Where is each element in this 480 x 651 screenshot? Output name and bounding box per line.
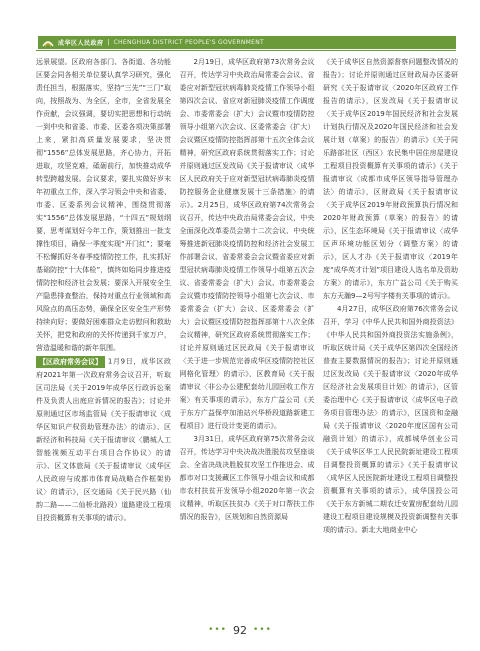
header-subtitle: CHENGHUA DISTRICT PEOPLE'S GOVERNMENT: [113, 39, 264, 46]
header-separator: |: [107, 39, 110, 46]
district-emblem-icon: [42, 38, 54, 48]
header-title: 成华区人民政府: [58, 40, 104, 47]
paragraph: 2月19日，成华区政府第73次常务会议召开，传达学习中央政治局常委会会议、省委应对新型冠状病毒肺炎疫情工作领导小组第四次会议、省应对新冠肺炎疫情工作调度会、市委常委会（扩大）会议暨市疫情防控领导小组第六次会议、区委常委会（扩大）会议暨区疫情防控指挥部第十五次全体会议精神，研究区政府系统贯彻落实工作；讨论并原则通过区发改局《关于报请审议〈成华区人民政府关于应对新型冠状病毒肺炎疫情防控服务企业健康发展十三条措施〉的请示》。2月25日，成华区政府第74次常务会议召开，传达中央政治局常委会会议，中央全面深化改革委员会第十二次会议、中央统筹推进新冠肺炎疫情防控和经济社会发展工作部署会议、省委常委会会议暨省委应对新型冠状病毒肺炎疫情工作领导小组第五次会议、省委常委会（扩大）会议、市委常委会会议暨市疫情防控领导小组第七次会议、市委常委会（扩大）会议、区委常委会（扩大）会议暨区疫情防控指挥部第十八次全体会议精神，研究区政府系统贯彻落实工作；讨论并原则通过区民政局《关于报请审议〈关于进一步规范完善成华区疫情防控社区网格化管理〉的请示》，区教育局《关于报请审议〈非公办公建配套幼儿园回收工作方案〉有关事项的请示》，东方广益公司《关于东方广益保亭加油站兴华桥段道路新建工程项目》进行设计变更的请示》。: [179, 58, 315, 430]
page-footer: [0, 620, 480, 640]
header-bar: [38, 36, 456, 49]
column-right: [323, 56, 458, 608]
section-paragraph: [36, 355, 171, 525]
page-number: 92: [233, 623, 247, 637]
paragraph: 4月27日，成华区政府第76次常务会议召开，学习《中华人民共和国外商投资法》《中华人民共和国外商投资法实施条例》，听取区统计局《关于成华区第四次全国经济普查主要数据情况的报告》；讨论并原则通过区发改局《关于报请审议〈2020年成华区经济社会发展项目计划〉的请示》，区管委治理中心《关于报请审议〈成华区电子政务项目管理办法〉的请示》，区国资和金融局《关于报请审议〈2020年度区国有公司融资计划〉的请示》，成都城华创业公司《关于成华区华工人民民院新址建设工程项目调整投资概算的请示》《关于报请审议〈成华区人民医院新址建设工程项目调整投资概算有关事项的请示》，成华国投公司《关于东方新城二期农迁安置房配套幼儿园建设工程项目建设规模及投资新调整有关事项的请示》。新北大地商业中心: [323, 305, 458, 534]
section-block: [36, 355, 171, 525]
column-middle: [180, 56, 315, 608]
paragraph: 远景展望。区政府各部门、各街道、各功能区要会同各相关单位要认真学习研究，强化责任担当，根据落实，坚持“三先”“三门”取向，按照战为、为全区，全市，全省发展全作贡献，会议强调，要切实把思想和行动统一到中央和省委、市委、区委各项决策部署上来，紧扣高质量发展要求，坚决贯彻“1556”总体发展思路，齐心协力，开拓进取，攻坚克难，砥砺前行，加快推动成华转型跨越发展。会议要求，要扎实做好岁末年初重点工作，深入学习领会中央和省委、市委、区委系列会议精神，围绕贯彻落实“1556”总体发展思路，“十四五”规划纲要，思考谋划好今年工作，策划推出一批支撑性项目，确保一季度实现“开门红”；要毫不松懈抓好冬春季疫情防控工作，扎实抓好基础防控“十大体检”，慎终如始同步推进疫情防控和经济社会发展；要深入开展安全生产隐患排查整治，保持对重点行业领域和高风险点的高压态势，确保全区安全生产形势持续向好；要做好困难群众走访慰问和救助关怀，把党和政府的关怀传递到千家万户，营造温暖和谐的新年氛围。: [36, 58, 171, 352]
footer-dots-left: •••: [208, 625, 227, 635]
header-rule: [36, 50, 456, 51]
article-body: [36, 56, 458, 608]
section-text: 1月9日，成华区政府2021年第一次政府常务会议召开，听取区司法局《关于2019年成华区行政诉讼案件及负责人出庭应诉情况的报告》；讨论并原则通过区市场监管局《关于报请审议〈成华区知识产权资助管理办法〉的请示》、区新经济和科技局《关于报请审议〈鹏城人工智能视频互动平台项目合作协议〉的请示》、区文体旅局《关于报请审议〈成华区人民政府与成都市体育局战略合作框架协议〉的请示》，区交通局《关于民兴路（仙韵二路——二仙桥北路段）道路建设工程项目投资概算有关事项的请示》。: [36, 357, 171, 522]
column-left: [36, 56, 171, 608]
page-header: [0, 0, 480, 58]
paragraph: 《关于成华区自然资源督察问题整改情况的报告》；讨论并原则通过区财政局办区委研研究《关于报请审议〈2020年区政府工作报告的请示》，区发改局《关于报请审议〈关于成华区2019年国民经济和社会发展计划执行情况及2020年国民经济和社会发展计划（草案）的报告〉的请示》《关于同乐路部社区（西区）农民集中居住房屋建设工程项目投资概算有关事项的请示》《关于报请审议〈成都市成华区领导指导管理办法〉的请示》，区财政局《关于报请审议〈关于成华区2019年财政预算执行情况和2020年财政预算（草案）的报告〉的请示》，区生态环境局《关于报请审议〈成华区声环境功能区划分（调整方案）的请示》，区人才办《关于报请审议〈2019年度“成华英才计划”项目建设人选名单及资助方案〉的请示》，东方广益公司《关于购买东方天瀚9—2号写字楼有关事项的请示》。: [323, 58, 458, 300]
footer-dots-right: •••: [253, 625, 272, 635]
paragraph: 3月31日，成华区政府第75次常务会议召开，传达学习中央决战决胜脱贫攻坚座谈会、全省决战决胜脱贫攻坚工作推进会、成都市对口支援藏区工作领导小组会议和成都市农村扶贫开发领导小组2020年第一次会议精神，听取区扶贫办《关于对口帮扶工作情况的报告》，区规划和自然资源局: [179, 435, 315, 521]
section-heading-badge: 【区政府常务会议】: [36, 356, 105, 368]
